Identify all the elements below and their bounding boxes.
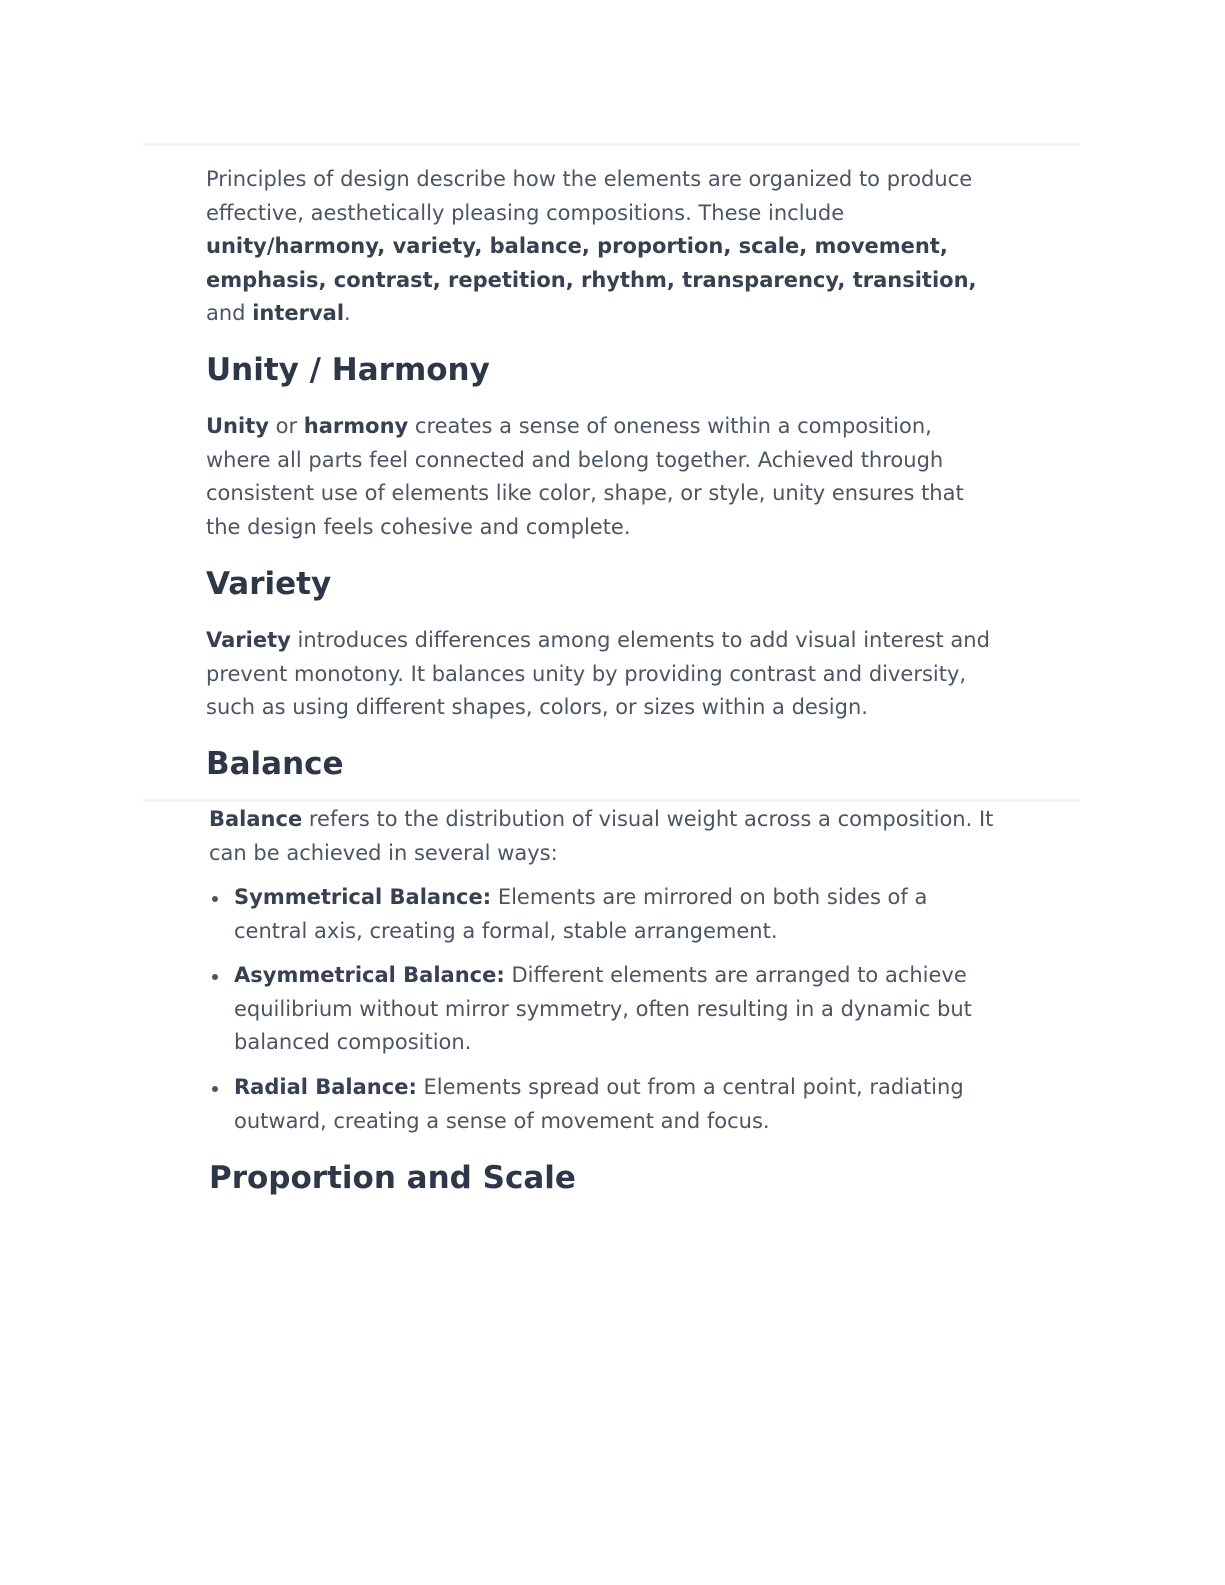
intro-last-principle: interval [252,301,345,326]
variety-paragraph [206,624,996,725]
symmetrical-term: Symmetrical Balance: [234,885,492,909]
balance-types-list [209,881,999,1138]
proportion-heading: Proportion and Scale [209,1160,576,1196]
proportion-section [209,1158,999,1198]
variety-term: Variety [206,628,291,652]
intro-section [206,163,996,331]
asymmetrical-text: Different elements are arranged to achieve equilibrium without mirror symmetry, often resulting in a dynamic but balanced composition. [234,963,972,1055]
intro-paragraph [206,163,996,331]
harmony-term: harmony [303,414,409,438]
unity-term: Unity [206,414,269,438]
unity-section [206,350,996,390]
balance-body-text: refers to the distribution of visual weight across a composition. It can be achieved in several ways: [209,807,994,865]
list-item [209,1071,999,1138]
balance-section [206,744,996,784]
unity-paragraph [206,410,996,544]
unity-body [206,410,996,544]
unity-body-text: creates a sense of oneness within a composition, where all parts feel connected and belong together. Achieved through consistent use of elements like color, shape, or style, unity ensures that the design feels cohesive and complete. [206,414,964,539]
variety-body [206,624,996,725]
radial-text: Elements spread out from a central point, radiating outward, creating a sense of movement and focus. [234,1074,964,1133]
page-break-divider [143,799,1080,802]
balance-paragraph [209,803,999,870]
variety-heading: Variety [206,566,332,602]
variety-body-text: introduces differences among elements to add visual interest and prevent monotony. It balances unity by providing contrast and diversity, such as using different shapes, colors, or sizes within a design. [206,628,990,720]
intro-lead-text: Principles of design describe how the elements are organized to produce effective, aesthetically pleasing compositions. These include [206,167,973,225]
intro-and-text: and [206,301,253,326]
asymmetrical-term: Asymmetrical Balance: [234,963,505,988]
balance-term: Balance [209,807,303,831]
symmetrical-text: Elements are mirrored on both sides of a central axis, creating a formal, stable arrangement. [234,885,928,943]
variety-section [206,564,996,604]
balance-body [209,803,999,870]
list-item [209,959,999,1060]
unity-or-text: or [268,414,304,438]
intro-end-text: . [344,301,351,326]
top-divider [143,143,1080,146]
intro-principles-list: unity/harmony, variety, balance, proportion, scale, movement, emphasis, contrast, repetition, rhythm, transparency, transition, [206,234,977,292]
list-item [209,881,999,948]
balance-heading: Balance [206,746,344,782]
radial-term: Radial Balance: [234,1074,417,1099]
unity-heading: Unity / Harmony [206,352,490,388]
